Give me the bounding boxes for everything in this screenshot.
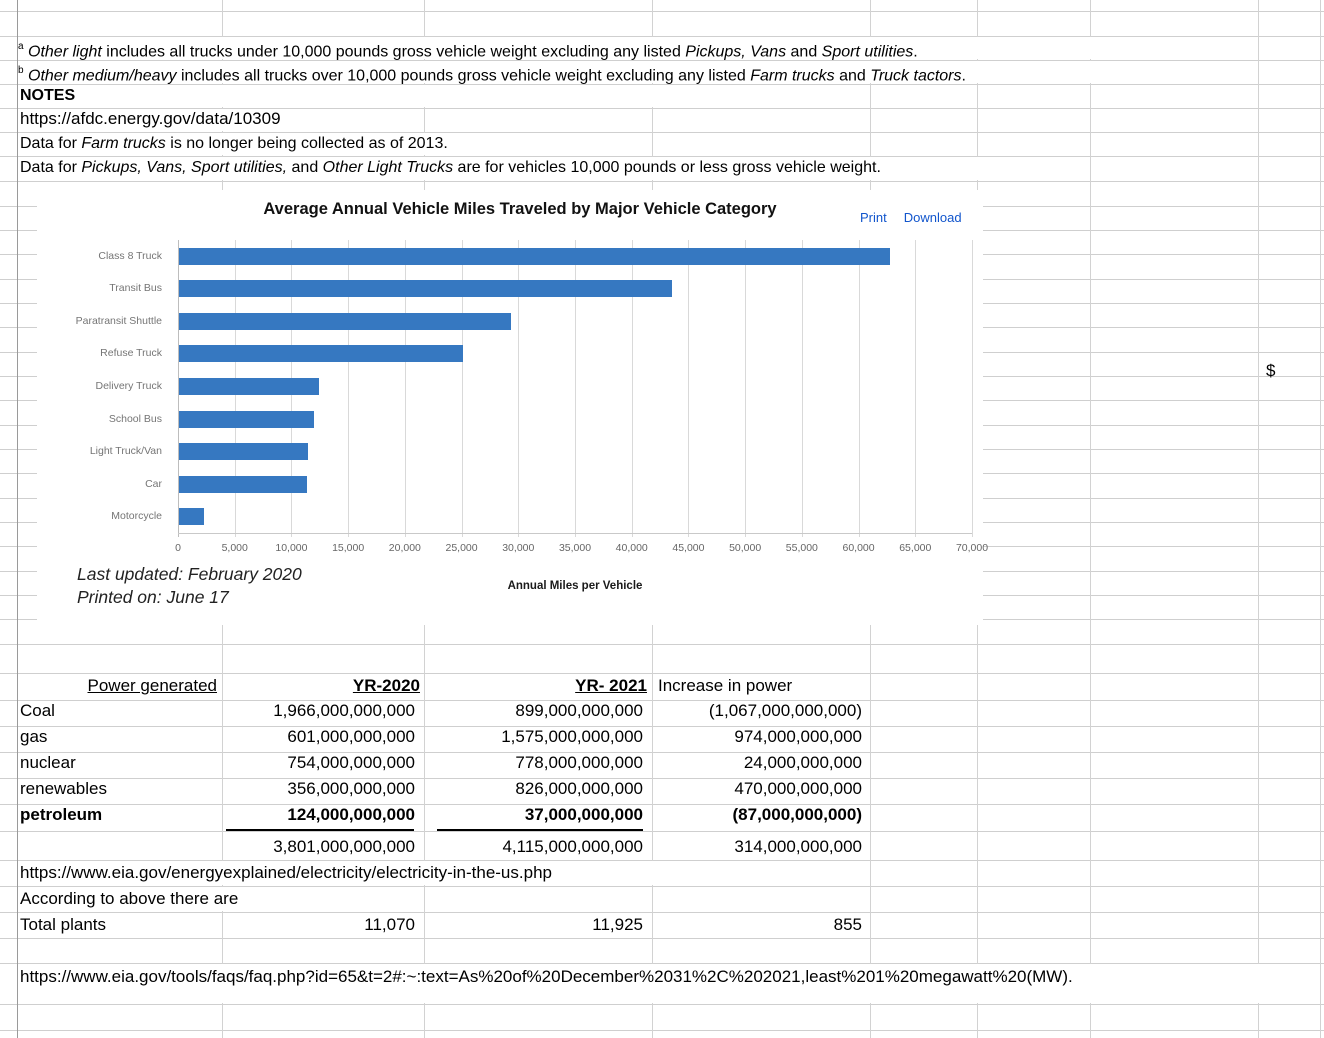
x-tick-label: 65,000 <box>899 542 932 554</box>
chart-gridline <box>915 240 916 537</box>
cell-petroleum-increase: (87,000,000,000) <box>732 805 862 824</box>
cell-gas-yr2021: 1,575,000,000,000 <box>501 727 643 746</box>
category-label-light-truck-van: Light Truck/Van <box>89 445 162 458</box>
chart-title: Average Annual Vehicle Miles Traveled by Major Vehicle Category <box>263 200 777 218</box>
bar-light-truck-van <box>179 443 308 460</box>
grid-hline <box>0 11 1324 12</box>
category-label-paratransit-shuttle: Paratransit Shuttle <box>75 314 162 327</box>
eia-url-cell[interactable]: https://www.eia.gov/energyexplained/electricity/electricity-in-the-us.php <box>20 863 552 882</box>
grid-hline <box>0 1004 1324 1005</box>
footnote-a: $^a$ Other light includes all trucks under 10,000 pounds gross vehicle weight excluding any listed Pickups, Vans and Sport utilities. <box>18 41 918 61</box>
cell-renewables-yr2021: 826,000,000,000 <box>515 779 643 798</box>
cell-petroleum-yr2021: 37,000,000,000 <box>524 805 643 824</box>
chart-gridline <box>745 240 746 537</box>
x-tick-label: 60,000 <box>842 542 875 554</box>
according-text: According to above there are <box>20 889 239 908</box>
x-tick-label: 70,000 <box>955 542 989 554</box>
category-label-delivery-truck: Delivery Truck <box>95 380 162 392</box>
x-axis-line <box>178 533 972 534</box>
category-label-class-8-truck: Class 8 Truck <box>98 249 162 262</box>
cell-renewables-yr2020: 356,000,000,000 <box>287 779 415 798</box>
category-label-motorcycle: Motorcycle <box>111 510 162 523</box>
chart-gridline <box>688 240 689 537</box>
grid-vline <box>1090 0 1091 1038</box>
x-tick-label: 0 <box>175 542 181 554</box>
afdc-url-cell[interactable]: https://afdc.energy.gov/data/10309 <box>20 109 281 128</box>
grid-hline <box>0 181 1324 182</box>
x-tick-label: 40,000 <box>615 542 648 554</box>
x-tick-label: 45,000 <box>672 542 705 554</box>
total-plants-label: Total plants <box>20 915 106 934</box>
chart-gridline <box>859 240 860 537</box>
total-plants-yr2020: 11,070 <box>364 915 415 934</box>
category-label-transit-bus: Transit Bus <box>109 282 162 295</box>
x-tick-label: 5,000 <box>221 542 248 554</box>
x-tick-label: 50,000 <box>729 542 762 554</box>
pickups-note: Data for Pickups, Vans, Sport utilities, and Other Light Trucks are for vehicles 10,000 pounds or less gross vehicle weight. <box>20 159 881 176</box>
row-label-renewables: renewables <box>20 779 107 798</box>
grid-vline <box>1320 0 1321 1038</box>
grid-hline <box>0 938 1324 939</box>
x-tick-label: 10,000 <box>275 542 308 554</box>
bar-paratransit-shuttle <box>179 313 511 330</box>
row-label-petroleum: petroleum <box>20 805 103 824</box>
row-label-nuclear: nuclear <box>20 753 76 772</box>
farm-trucks-note: Data for Farm trucks is no longer being collected as of 2013. <box>20 135 448 152</box>
bar-delivery-truck <box>179 378 319 395</box>
total-yr2020: 3,801,000,000,000 <box>273 837 415 856</box>
category-label-school-bus: School Bus <box>108 412 162 425</box>
category-label-car: Car <box>145 477 162 490</box>
cell-renewables-increase: 470,000,000,000 <box>734 779 862 798</box>
grid-hline <box>0 831 1324 832</box>
chart-gridline <box>802 240 803 537</box>
footnote-b: $^b$ Other medium/heavy includes all trucks over 10,000 pounds gross vehicle weight excluding any listed Farm trucks and Truck tactors. <box>18 65 966 85</box>
cell-petroleum-yr2020: 124,000,000,000 <box>287 805 415 824</box>
total-plants-increase: 855 <box>833 915 862 934</box>
last-updated-note: Last updated: February 2020 <box>77 564 302 584</box>
total-plants-yr2021: 11,925 <box>592 915 643 934</box>
vmt-bar-chart <box>37 190 989 625</box>
bar-school-bus <box>179 411 314 428</box>
subtotal-rule-yr2020 <box>226 829 414 831</box>
bar-car <box>179 476 307 493</box>
cell-coal-increase: (1,067,000,000,000) <box>708 701 862 720</box>
row-label-coal: Coal <box>20 701 55 720</box>
cell-gas-yr2020: 601,000,000,000 <box>287 727 415 746</box>
overflow-cover <box>18 85 868 107</box>
bar-motorcycle <box>179 508 204 525</box>
cell-nuclear-increase: 24,000,000,000 <box>743 753 862 772</box>
x-axis-title: Annual Miles per Vehicle <box>507 580 643 592</box>
grid-vline <box>1258 0 1259 1038</box>
subtotal-rule-yr2021 <box>437 829 643 831</box>
x-tick-label: 25,000 <box>445 542 478 554</box>
header-yr-2020: YR-2020 <box>352 676 420 695</box>
x-tick-label: 30,000 <box>502 542 535 554</box>
x-tick-label: 15,000 <box>332 542 365 554</box>
x-tick-label: 20,000 <box>388 542 421 554</box>
total-increase: 314,000,000,000 <box>734 837 862 856</box>
grid-hline <box>0 1030 1324 1031</box>
header-increase: Increase in power <box>658 676 793 695</box>
cell-gas-increase: 974,000,000,000 <box>734 727 862 746</box>
x-tick-label: 35,000 <box>558 542 592 554</box>
x-tick-label: 55,000 <box>785 542 818 554</box>
bar-refuse-truck <box>179 345 463 362</box>
download-link[interactable]: Download <box>903 210 962 225</box>
cell-coal-yr2021: 899,000,000,000 <box>515 701 643 720</box>
notes-heading: NOTES <box>20 87 76 104</box>
bar-transit-bus <box>179 280 672 297</box>
chart-gridline <box>972 240 973 537</box>
grid-hline <box>0 644 1324 645</box>
faq-url-cell[interactable]: https://www.eia.gov/tools/faqs/faq.php?id=65&t=2#:~:text=As%20of%20December%2031%2C%202021,least%201%20megawatt%20(MW). <box>20 967 1073 986</box>
category-label-refuse-truck: Refuse Truck <box>100 347 162 360</box>
header-power-generated: Power generated <box>87 676 217 695</box>
cell-nuclear-yr2020: 754,000,000,000 <box>287 753 415 772</box>
cell-coal-yr2020: 1,966,000,000,000 <box>273 701 415 720</box>
bar-class-8-truck <box>179 248 890 265</box>
printed-on-note: Printed on: June 17 <box>77 587 229 607</box>
chart-actions <box>860 210 962 225</box>
header-yr-2021: YR- 2021 <box>575 676 647 695</box>
cell-nuclear-yr2021: 778,000,000,000 <box>515 753 643 772</box>
row-label-gas: gas <box>20 727 48 746</box>
dollar-cell: $ <box>1266 361 1276 380</box>
print-link[interactable]: Print <box>860 210 887 225</box>
total-yr2021: 4,115,000,000,000 <box>502 837 643 856</box>
